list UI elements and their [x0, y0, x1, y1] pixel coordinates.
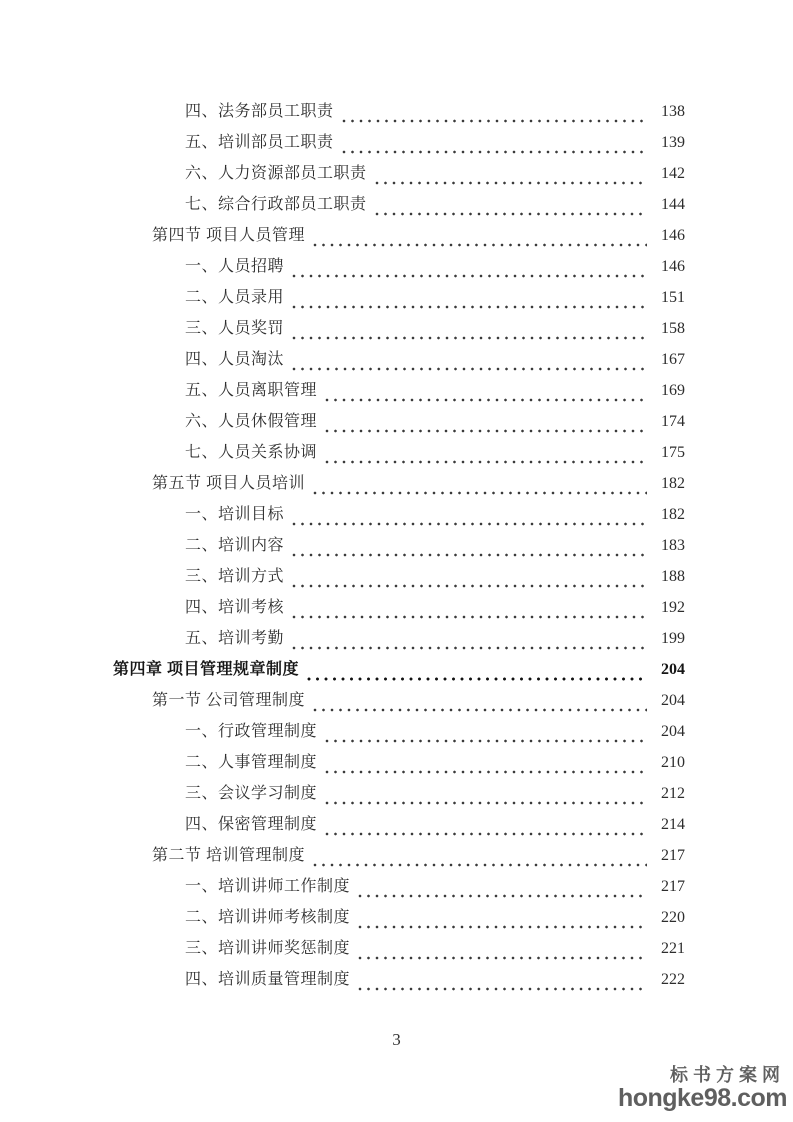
dot-leader	[325, 456, 647, 468]
toc-entry-page: 204	[661, 692, 685, 709]
toc-entry-page: 182	[661, 506, 685, 523]
dot-leader	[375, 177, 647, 189]
toc-entry-label: 二、人员录用	[185, 289, 285, 306]
toc-entry-item	[0, 809, 685, 840]
toc-entry-label: 一、人员招聘	[185, 258, 285, 275]
toc-entry-label: 第二节 培训管理制度	[152, 847, 306, 864]
toc-entry-item	[0, 716, 685, 747]
toc-entry-label: 第四章 项目管理规章制度	[113, 661, 300, 678]
toc-entry-page: 169	[661, 382, 685, 399]
toc-entry-item	[0, 871, 685, 902]
dot-leader	[292, 301, 647, 313]
toc-entry-item	[0, 933, 685, 964]
dot-leader	[292, 270, 647, 282]
dot-leader	[292, 549, 647, 561]
dot-leader	[292, 642, 647, 654]
toc-entry-item	[0, 964, 685, 995]
toc-entry-label: 七、人员关系协调	[185, 444, 318, 461]
toc-entry-item	[0, 158, 685, 189]
toc-entry-section	[0, 840, 685, 871]
toc-entry-item	[0, 530, 685, 561]
dot-leader	[292, 332, 647, 344]
toc-entry-chapter	[0, 654, 685, 685]
toc-entry-page: 167	[661, 351, 685, 368]
toc-entry-item	[0, 561, 685, 592]
dot-leader	[325, 394, 647, 406]
dot-leader	[307, 673, 647, 685]
dot-leader	[313, 487, 647, 499]
toc-entry-page: 183	[661, 537, 685, 554]
toc-entry-item	[0, 747, 685, 778]
toc-entry-label: 一、行政管理制度	[185, 723, 318, 740]
toc-entry-label: 第四节 项目人员管理	[152, 227, 306, 244]
toc-entry-page: 199	[661, 630, 685, 647]
toc-entry-page: 151	[661, 289, 685, 306]
toc-entry-label: 三、培训方式	[185, 568, 285, 585]
toc-entry-page: 204	[661, 661, 685, 678]
dot-leader	[325, 735, 647, 747]
watermark-site-name: 标书方案网	[670, 1065, 785, 1085]
toc-entry-label: 三、会议学习制度	[185, 785, 318, 802]
toc-entry-label: 第五节 项目人员培训	[152, 475, 306, 492]
dot-leader	[358, 952, 647, 964]
toc-entry-page: 138	[661, 103, 685, 120]
toc-entry-page: 210	[661, 754, 685, 771]
toc-entry-page: 139	[661, 134, 685, 151]
dot-leader	[358, 983, 647, 995]
toc-entry-item	[0, 96, 685, 127]
table-of-contents	[0, 96, 685, 995]
toc-entry-page: 142	[661, 165, 685, 182]
toc-entry-label: 四、人员淘汰	[185, 351, 285, 368]
dot-leader	[358, 921, 647, 933]
toc-entry-item	[0, 592, 685, 623]
toc-entry-page: 217	[661, 878, 685, 895]
toc-entry-section	[0, 220, 685, 251]
toc-entry-page: 182	[661, 475, 685, 492]
dot-leader	[292, 363, 647, 375]
toc-entry-page: 188	[661, 568, 685, 585]
toc-entry-label: 四、培训考核	[185, 599, 285, 616]
toc-entry-item	[0, 902, 685, 933]
toc-entry-page: 175	[661, 444, 685, 461]
toc-entry-item	[0, 406, 685, 437]
toc-entry-page: 144	[661, 196, 685, 213]
toc-entry-page: 158	[661, 320, 685, 337]
toc-entry-label: 四、法务部员工职责	[185, 103, 334, 120]
toc-entry-page: 221	[661, 940, 685, 957]
toc-entry-label: 六、人力资源部员工职责	[185, 165, 367, 182]
toc-entry-item	[0, 778, 685, 809]
toc-entry-item	[0, 375, 685, 406]
dot-leader	[325, 828, 647, 840]
toc-entry-item	[0, 437, 685, 468]
dot-leader	[325, 766, 647, 778]
dot-leader	[342, 115, 647, 127]
dot-leader	[325, 797, 647, 809]
footer-page-number: 3	[392, 1030, 401, 1049]
toc-entry-label: 二、人事管理制度	[185, 754, 318, 771]
toc-entry-label: 七、综合行政部员工职责	[185, 196, 367, 213]
watermark-site-domain: hongke98.com	[617, 1084, 787, 1112]
toc-entry-page: 192	[661, 599, 685, 616]
toc-entry-page: 220	[661, 909, 685, 926]
toc-entry-page: 222	[661, 971, 685, 988]
toc-entry-label: 六、人员休假管理	[185, 413, 318, 430]
toc-entry-label: 四、培训质量管理制度	[185, 971, 351, 988]
toc-entry-label: 第一节 公司管理制度	[152, 692, 306, 709]
dot-leader	[342, 146, 647, 158]
toc-entry-item	[0, 344, 685, 375]
toc-entry-page: 146	[661, 258, 685, 275]
dot-leader	[375, 208, 647, 220]
toc-entry-label: 五、培训考勤	[185, 630, 285, 647]
toc-entry-item	[0, 313, 685, 344]
toc-entry-label: 一、培训目标	[185, 506, 285, 523]
toc-entry-item	[0, 127, 685, 158]
toc-entry-page: 174	[661, 413, 685, 430]
dot-leader	[313, 859, 647, 871]
toc-entry-page: 217	[661, 847, 685, 864]
toc-entry-section	[0, 685, 685, 716]
toc-entry-label: 三、人员奖罚	[185, 320, 285, 337]
toc-entry-label: 一、培训讲师工作制度	[185, 878, 351, 895]
toc-entry-item	[0, 189, 685, 220]
toc-entry-label: 五、培训部员工职责	[185, 134, 334, 151]
toc-entry-label: 四、保密管理制度	[185, 816, 318, 833]
dot-leader	[313, 704, 647, 716]
toc-entry-item	[0, 282, 685, 313]
toc-entry-item	[0, 499, 685, 530]
dot-leader	[292, 611, 647, 623]
dot-leader	[358, 890, 647, 902]
toc-entry-section	[0, 468, 685, 499]
dot-leader	[325, 425, 647, 437]
dot-leader	[313, 239, 647, 251]
dot-leader	[292, 580, 647, 592]
toc-entry-page: 204	[661, 723, 685, 740]
toc-entry-page: 212	[661, 785, 685, 802]
toc-entry-page: 146	[661, 227, 685, 244]
dot-leader	[292, 518, 647, 530]
toc-entry-label: 三、培训讲师奖惩制度	[185, 940, 351, 957]
toc-entry-item	[0, 623, 685, 654]
toc-entry-label: 五、人员离职管理	[185, 382, 318, 399]
toc-entry-page: 214	[661, 816, 685, 833]
toc-entry-label: 二、培训内容	[185, 537, 285, 554]
watermark	[618, 1066, 787, 1111]
toc-entry-label: 二、培训讲师考核制度	[185, 909, 351, 926]
toc-entry-item	[0, 251, 685, 282]
